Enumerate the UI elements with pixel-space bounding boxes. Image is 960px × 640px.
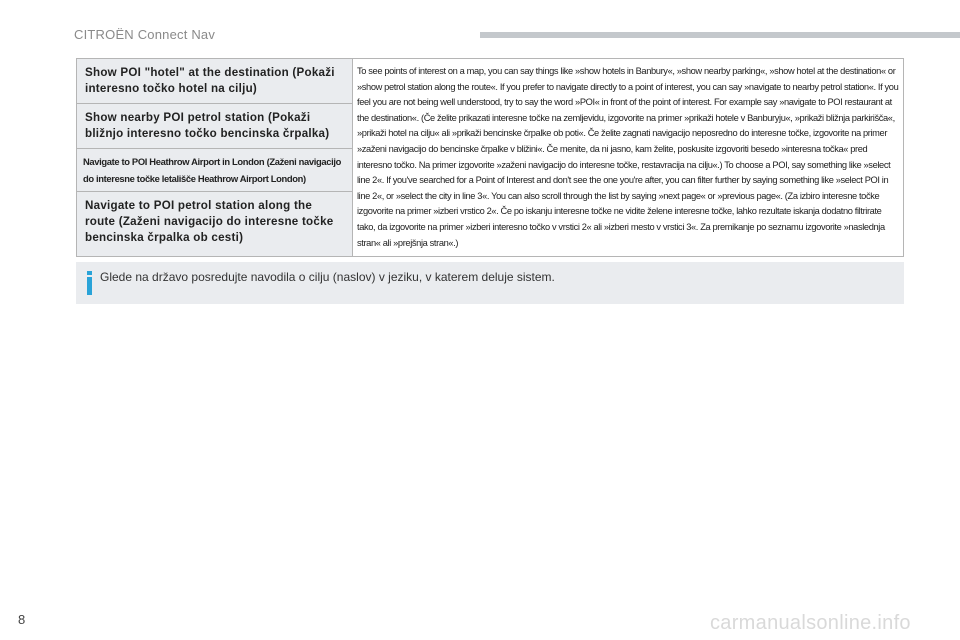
command-description: To see points of interest on a map, you can say things like »show hotels in Banbury«, »show nearby parking«, »show hotel at the destination« or »show petrol station along the route«. If you prefer to navigate directly to a point of interest, you can say »navigate to nearby petrol station«. If you feel you are not being well understood, try to say the word »POI« in front of the point of interest. For example say »navigate to POI restaurant at the destination«. (Če želite prikazati interesne točke na zemljevidu, izgovorite na primer »prikaži hotele v Banburyju«, »prikaži bližnja parkirišča«, »prikaži hotel na cilju« ali »prikaži bencinske črpalke ob poti«. Če želite zagnati navigacijo neposredno do interesne točke, izgovorite na primer »zaženi navigacijo do bencinske črpalke v bližini«. Če menite, da ni jasno, kam želite, poskusite izgovoriti besedo »interesna točka« pred interesno točko. Na primer izgovorite »zaženi navigacijo do interesne točke, restavracija na cilju«.) To choose a POI, say something like »select line 2«. If you've searched for a Point of Interest and don't see the one you're after, you can filter further by saying something like »select POI in line 2«, or »select the city in line 3«. You can also scroll through the list by saying »next page« or »previous page«. (Za izbiro interesne točke izgovorite na primer »izberi vrstico 2«. Če po iskanju interesne točke ne vidite želene interesne točke, lahko rezultate iskanja dodatno filtrirate tako, da izgovorite na primer »izberi interesno točko v vrstici 2« ali »izberi mesto v vrstici 3«. Za premikanje po seznamu izgovorite »naslednja stran« ali »prejšnja stran«.)	[357, 66, 899, 248]
watermark: carmanualsonline.info	[710, 612, 911, 634]
table-row	[77, 59, 904, 104]
document-header-title: CITROËN Connect Nav	[74, 27, 216, 42]
command-text-line: do interesne točke letališče Heathrow Airport London)	[83, 173, 306, 184]
command-text: Navigate to POI petrol station along the route (Zaženi navigacijo do interesne točke bencinska črpalka ob cesti)	[85, 199, 334, 244]
description-cell	[353, 59, 904, 257]
info-note-text: Glede na državo posredujte navodila o cilju (naslov) v jeziku, v katerem deluje sistem.	[100, 270, 555, 284]
command-cell	[77, 104, 353, 149]
command-cell	[77, 149, 353, 192]
command-text	[77, 149, 352, 191]
command-cell	[77, 192, 353, 257]
info-note	[76, 262, 904, 304]
header-bar	[480, 32, 960, 38]
info-icon	[86, 271, 94, 295]
page-number: 8	[18, 612, 26, 627]
command-text: Show POI "hotel" at the destination (Pokaži interesno točko hotel na cilju)	[85, 66, 335, 95]
command-text-line: Navigate to POI Heathrow Airport in London (Zaženi navigacijo	[83, 156, 342, 167]
voice-commands-table	[76, 58, 904, 257]
command-text: Show nearby POI petrol station (Pokaži bližnjo interesno točko bencinska črpalka)	[85, 111, 330, 140]
command-cell	[77, 59, 353, 104]
